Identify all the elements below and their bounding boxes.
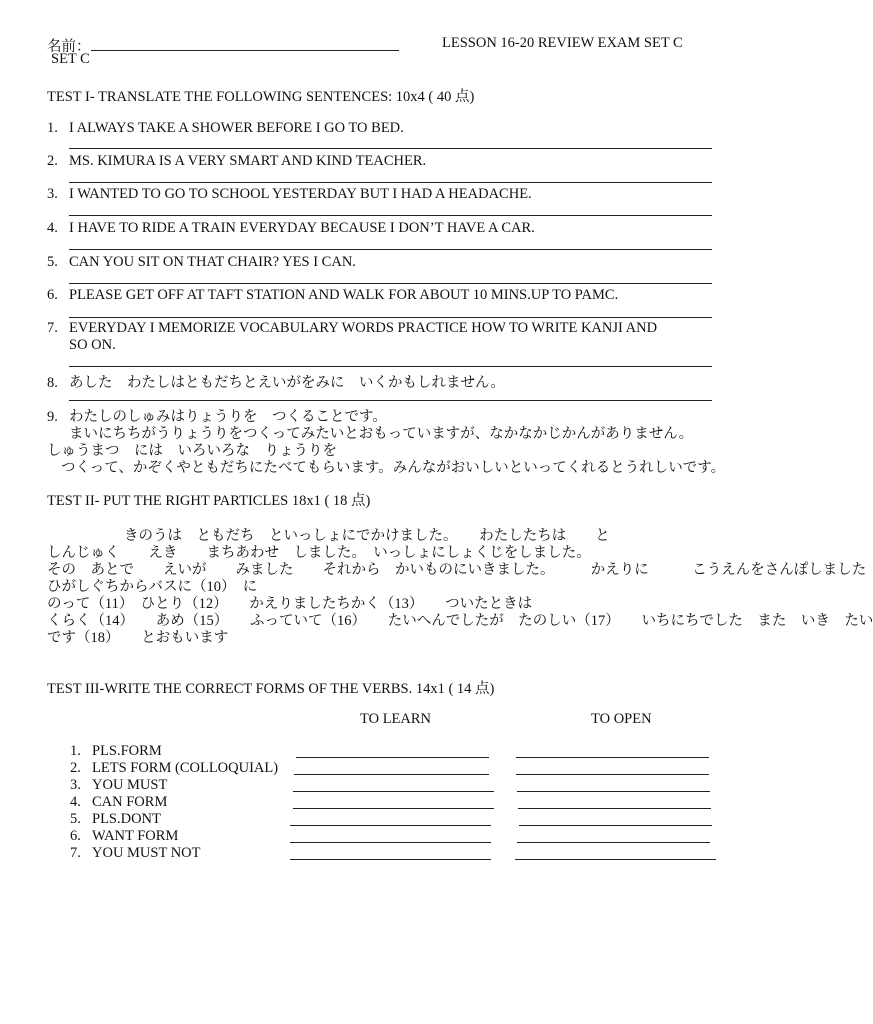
column-header-to-open: TO OPEN	[591, 711, 652, 727]
test1-item: 9. わたしのしゅみはりょうりを つくることです。	[47, 409, 387, 425]
verb-form-row: 2. LETS FORM (COLLOQUIAL)	[70, 760, 279, 776]
test1-item: 2. MS. KIMURA IS A VERY SMART AND KIND TEACHER.	[47, 153, 427, 169]
answer-line[interactable]	[69, 249, 712, 250]
test1-item-line: しゅうまつ には いろいろな りょうりを	[47, 443, 337, 459]
test1-item: 7. EVERYDAY I MEMORIZE VOCABULARY WORDS PRACTICE HOW TO WRITE KANJI AND	[47, 320, 658, 336]
answer-line[interactable]	[69, 400, 712, 401]
test1-item-line: つくって、かぞくやともだちにたべてもらいます。みんながおいしいといってくれるとうれしいです。	[61, 460, 726, 476]
name-label: 名前：	[47, 39, 91, 55]
test1-item: 5. CAN YOU SIT ON THAT CHAIR? YES I CAN.	[47, 254, 356, 270]
answer-blank-learn[interactable]	[294, 774, 489, 775]
answer-blank-open[interactable]	[516, 774, 709, 775]
answer-blank-learn[interactable]	[296, 757, 489, 758]
verb-form-row: 3. YOU MUST	[70, 777, 168, 793]
answer-line[interactable]	[69, 215, 712, 216]
answer-blank-open[interactable]	[517, 842, 710, 843]
test1-item: 8. あした わたしはともだちとえいがをみに いくかもしれません。	[47, 375, 505, 391]
test1-item: 4. I HAVE TO RIDE A TRAIN EVERYDAY BECAUSE I DON’T HAVE A CAR.	[47, 220, 535, 236]
answer-blank-open[interactable]	[519, 825, 712, 826]
test2-passage-line: ひがしぐちからバスに（10） に	[47, 579, 258, 595]
test1-item-line: まいにちちがうりょうりをつくってみたいとおもっていますが、なかなかじかんがありません。	[69, 426, 694, 442]
answer-blank-learn[interactable]	[290, 825, 491, 826]
test3-heading: TEST III-WRITE THE CORRECT FORMS OF THE VERBS. 14x1 ( 14 点)	[47, 681, 495, 697]
answer-blank-learn[interactable]	[293, 808, 494, 809]
verb-form-row: 4. CAN FORM	[70, 794, 168, 810]
answer-blank-open[interactable]	[518, 808, 711, 809]
test2-passage-line: くらく（14） あめ（15） ふっていて（16） たいへんでしたが たのしい（17） いちにちでした また いき たい	[47, 613, 873, 629]
test1-heading: TEST I- TRANSLATE THE FOLLOWING SENTENCES: 10x4 ( 40 点)	[47, 89, 475, 105]
answer-line[interactable]	[69, 317, 712, 318]
name-blank[interactable]	[91, 38, 399, 51]
answer-blank-open[interactable]	[515, 859, 716, 860]
test2-passage-line: きのうは ともだち といっしょにでかけました。 わたしたちは と	[124, 528, 610, 544]
test1-item: 6. PLEASE GET OFF AT TAFT STATION AND WALK FOR ABOUT 10 MINS.UP TO PAMC.	[47, 287, 619, 303]
test1-item: 1. I ALWAYS TAKE A SHOWER BEFORE I GO TO BED.	[47, 120, 404, 136]
answer-line[interactable]	[69, 182, 712, 183]
exam-title: LESSON 16-20 REVIEW EXAM SET C	[442, 35, 683, 51]
answer-blank-learn[interactable]	[293, 791, 494, 792]
column-header-to-learn: TO LEARN	[360, 711, 432, 727]
answer-blank-learn[interactable]	[290, 842, 491, 843]
verb-form-row: 6. WANT FORM	[70, 828, 179, 844]
verb-form-row: 7. YOU MUST NOT	[70, 845, 201, 861]
answer-blank-learn[interactable]	[290, 859, 491, 860]
answer-line[interactable]	[69, 366, 712, 367]
test2-heading: TEST II- PUT THE RIGHT PARTICLES 18x1 ( 18 点)	[47, 493, 371, 509]
test2-passage-line: です（18） とおもいます	[47, 630, 229, 646]
test2-passage-line: しんじゅく えき まちあわせ しました。 いっしょにしょくじをしました。	[47, 545, 591, 561]
verb-form-row: 1. PLS.FORM	[70, 743, 162, 759]
answer-blank-open[interactable]	[517, 791, 710, 792]
exam-set: SET C	[51, 51, 90, 67]
test2-passage-line: のって（11） ひとり（12） かえりましたちかく（13） ついたときは	[47, 596, 533, 612]
answer-line[interactable]	[69, 283, 712, 284]
name-field	[47, 35, 399, 56]
test1-item-continuation: SO ON.	[69, 337, 116, 353]
test1-item: 3. I WANTED TO GO TO SCHOOL YESTERDAY BUT I HAD A HEADACHE.	[47, 186, 532, 202]
test2-passage-line: その あとで えいが みました それから かいものにいきました。 かえりに こうえんをさんぽしました	[47, 562, 867, 578]
answer-blank-open[interactable]	[516, 757, 709, 758]
answer-line[interactable]	[69, 148, 712, 149]
verb-form-row: 5. PLS.DONT	[70, 811, 161, 827]
